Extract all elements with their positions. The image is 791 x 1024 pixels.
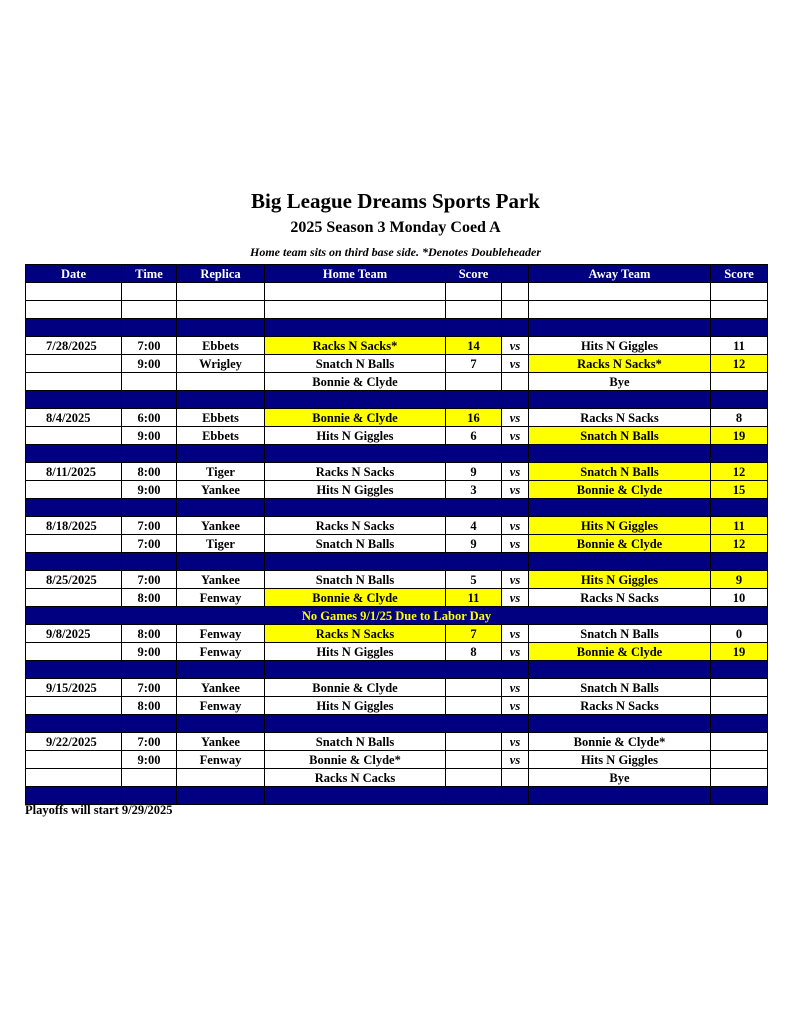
vs-cell: vs	[502, 355, 529, 373]
away-score-cell	[711, 751, 768, 769]
separator-cell	[446, 319, 502, 337]
home-team-cell: Racks N Cacks	[265, 769, 446, 787]
away-score-cell	[711, 769, 768, 787]
vs-cell: vs	[502, 697, 529, 715]
away-team-cell: Hits N Giggles	[529, 337, 711, 355]
date-cell: 8/4/2025	[26, 409, 122, 427]
game-row	[26, 589, 768, 607]
column-header-away-team: Away Team	[529, 265, 711, 283]
date-cell: 8/18/2025	[26, 517, 122, 535]
blank-cell	[711, 283, 768, 301]
away-score-cell: 9	[711, 571, 768, 589]
separator-cell	[26, 499, 122, 517]
blank-cell	[122, 301, 177, 319]
date-cell	[26, 697, 122, 715]
vs-cell: vs	[502, 625, 529, 643]
replica-cell: Fenway	[177, 643, 265, 661]
separator-cell	[122, 499, 177, 517]
replica-cell: Fenway	[177, 751, 265, 769]
away-team-cell: Racks N Sacks	[529, 589, 711, 607]
separator-cell	[502, 661, 529, 679]
vs-cell	[502, 373, 529, 391]
notice-text: No Games 9/1/25 Due to Labor Day	[26, 607, 768, 625]
week-separator-row	[26, 445, 768, 463]
column-header-time: Time	[122, 265, 177, 283]
separator-cell	[265, 553, 446, 571]
time-cell: 9:00	[122, 643, 177, 661]
time-cell: 7:00	[122, 517, 177, 535]
away-score-cell: 10	[711, 589, 768, 607]
vs-cell: vs	[502, 427, 529, 445]
separator-cell	[122, 787, 177, 805]
replica-cell: Tiger	[177, 463, 265, 481]
date-cell: 8/11/2025	[26, 463, 122, 481]
separator-cell	[711, 553, 768, 571]
separator-cell	[502, 499, 529, 517]
separator-cell	[265, 319, 446, 337]
separator-cell	[529, 553, 711, 571]
blank-cell	[502, 301, 529, 319]
away-team-cell: Hits N Giggles	[529, 517, 711, 535]
separator-cell	[26, 391, 122, 409]
vs-cell: vs	[502, 733, 529, 751]
separator-cell	[446, 661, 502, 679]
home-team-cell: Racks N Sacks	[265, 625, 446, 643]
replica-cell: Yankee	[177, 733, 265, 751]
home-score-cell: 11	[446, 589, 502, 607]
away-team-cell: Bonnie & Clyde*	[529, 733, 711, 751]
away-team-cell: Bye	[529, 769, 711, 787]
blank-cell	[446, 283, 502, 301]
time-cell: 9:00	[122, 481, 177, 499]
blank-cell	[265, 301, 446, 319]
blank-cell	[529, 283, 711, 301]
home-score-cell: 4	[446, 517, 502, 535]
separator-cell	[177, 715, 265, 733]
replica-cell: Ebbets	[177, 337, 265, 355]
away-score-cell	[711, 679, 768, 697]
schedule-table	[25, 264, 768, 805]
time-cell: 7:00	[122, 337, 177, 355]
home-team-cell: Snatch N Balls	[265, 733, 446, 751]
separator-cell	[502, 715, 529, 733]
separator-cell	[529, 787, 711, 805]
game-row	[26, 535, 768, 553]
away-team-cell: Snatch N Balls	[529, 679, 711, 697]
home-score-cell	[446, 679, 502, 697]
replica-cell: Fenway	[177, 625, 265, 643]
game-row	[26, 769, 768, 787]
time-cell: 6:00	[122, 409, 177, 427]
game-row	[26, 697, 768, 715]
time-cell: 9:00	[122, 355, 177, 373]
game-row	[26, 409, 768, 427]
date-cell	[26, 589, 122, 607]
separator-cell	[265, 787, 446, 805]
separator-cell	[529, 391, 711, 409]
vs-cell: vs	[502, 571, 529, 589]
time-cell: 8:00	[122, 625, 177, 643]
separator-cell	[122, 391, 177, 409]
home-team-cell: Snatch N Balls	[265, 535, 446, 553]
game-row	[26, 625, 768, 643]
separator-cell	[26, 553, 122, 571]
separator-cell	[529, 445, 711, 463]
separator-cell	[502, 445, 529, 463]
separator-cell	[711, 391, 768, 409]
separator-cell	[122, 661, 177, 679]
home-team-cell: Hits N Giggles	[265, 481, 446, 499]
replica-cell: Yankee	[177, 679, 265, 697]
separator-cell	[446, 787, 502, 805]
separator-cell	[122, 445, 177, 463]
away-score-cell: 8	[711, 409, 768, 427]
schedule-note: Home team sits on third base side. *Denotes Doubleheader	[250, 245, 541, 259]
notice-row	[26, 607, 768, 625]
away-score-cell	[711, 733, 768, 751]
separator-cell	[122, 319, 177, 337]
separator-cell	[177, 499, 265, 517]
home-team-cell: Racks N Sacks*	[265, 337, 446, 355]
separator-cell	[711, 787, 768, 805]
week-separator-row	[26, 787, 768, 805]
time-cell: 9:00	[122, 427, 177, 445]
vs-cell: vs	[502, 589, 529, 607]
separator-cell	[177, 553, 265, 571]
separator-cell	[177, 661, 265, 679]
game-row	[26, 751, 768, 769]
vs-cell: vs	[502, 535, 529, 553]
blank-row	[26, 301, 768, 319]
replica-cell	[177, 769, 265, 787]
date-cell	[26, 643, 122, 661]
away-team-cell: Bonnie & Clyde	[529, 643, 711, 661]
date-cell: 7/28/2025	[26, 337, 122, 355]
home-team-cell: Racks N Sacks	[265, 463, 446, 481]
away-score-cell: 15	[711, 481, 768, 499]
replica-cell: Yankee	[177, 481, 265, 499]
page-title: Big League Dreams Sports Park	[251, 189, 540, 213]
replica-cell: Yankee	[177, 517, 265, 535]
home-score-cell: 16	[446, 409, 502, 427]
away-team-cell: Snatch N Balls	[529, 625, 711, 643]
schedule-body	[26, 283, 768, 805]
blank-cell	[446, 301, 502, 319]
away-team-cell: Racks N Sacks*	[529, 355, 711, 373]
time-cell	[122, 373, 177, 391]
time-cell: 7:00	[122, 679, 177, 697]
away-score-cell: 19	[711, 643, 768, 661]
away-score-cell: 0	[711, 625, 768, 643]
week-separator-row	[26, 391, 768, 409]
home-score-cell: 14	[446, 337, 502, 355]
away-team-cell: Snatch N Balls	[529, 463, 711, 481]
game-row	[26, 463, 768, 481]
away-team-cell: Racks N Sacks	[529, 409, 711, 427]
game-row	[26, 373, 768, 391]
separator-cell	[529, 499, 711, 517]
separator-cell	[26, 661, 122, 679]
date-cell	[26, 427, 122, 445]
time-cell	[122, 769, 177, 787]
away-team-cell: Bonnie & Clyde	[529, 535, 711, 553]
column-header-home-score: Score	[446, 265, 502, 283]
separator-cell	[529, 661, 711, 679]
week-separator-row	[26, 553, 768, 571]
vs-cell: vs	[502, 517, 529, 535]
date-cell: 8/25/2025	[26, 571, 122, 589]
separator-cell	[265, 715, 446, 733]
game-row	[26, 355, 768, 373]
page-subtitle: 2025 Season 3 Monday Coed A	[290, 219, 501, 236]
time-cell: 8:00	[122, 697, 177, 715]
column-header-date: Date	[26, 265, 122, 283]
separator-cell	[711, 319, 768, 337]
separator-cell	[529, 715, 711, 733]
blank-cell	[26, 283, 122, 301]
date-cell: 9/22/2025	[26, 733, 122, 751]
home-score-cell: 7	[446, 625, 502, 643]
away-team-cell: Bonnie & Clyde	[529, 481, 711, 499]
vs-cell: vs	[502, 337, 529, 355]
date-cell	[26, 535, 122, 553]
separator-cell	[446, 715, 502, 733]
home-score-cell: 6	[446, 427, 502, 445]
replica-cell: Fenway	[177, 697, 265, 715]
game-row	[26, 679, 768, 697]
away-team-cell: Bye	[529, 373, 711, 391]
table-header-row	[26, 265, 768, 283]
home-score-cell: 3	[446, 481, 502, 499]
game-row	[26, 481, 768, 499]
blank-cell	[177, 301, 265, 319]
blank-row	[26, 283, 768, 301]
blank-cell	[177, 283, 265, 301]
time-cell: 7:00	[122, 571, 177, 589]
separator-cell	[177, 319, 265, 337]
away-team-cell: Hits N Giggles	[529, 571, 711, 589]
replica-cell: Ebbets	[177, 409, 265, 427]
away-team-cell: Racks N Sacks	[529, 697, 711, 715]
date-cell	[26, 355, 122, 373]
separator-cell	[446, 553, 502, 571]
away-score-cell: 12	[711, 355, 768, 373]
away-score-cell: 11	[711, 337, 768, 355]
blank-cell	[26, 301, 122, 319]
separator-cell	[265, 445, 446, 463]
separator-cell	[177, 391, 265, 409]
separator-cell	[529, 319, 711, 337]
playoffs-note: Playoffs will start 9/29/2025	[25, 803, 173, 817]
column-header-vs	[502, 265, 529, 283]
away-score-cell: 12	[711, 535, 768, 553]
separator-cell	[265, 391, 446, 409]
away-team-cell: Snatch N Balls	[529, 427, 711, 445]
week-separator-row	[26, 499, 768, 517]
home-team-cell: Hits N Giggles	[265, 427, 446, 445]
replica-cell: Yankee	[177, 571, 265, 589]
game-row	[26, 337, 768, 355]
away-score-cell: 19	[711, 427, 768, 445]
blank-cell	[265, 283, 446, 301]
game-row	[26, 427, 768, 445]
separator-cell	[122, 715, 177, 733]
home-team-cell: Bonnie & Clyde	[265, 373, 446, 391]
home-team-cell: Racks N Sacks	[265, 517, 446, 535]
home-score-cell: 8	[446, 643, 502, 661]
column-header-home-team: Home Team	[265, 265, 446, 283]
blank-cell	[711, 301, 768, 319]
date-cell: 9/8/2025	[26, 625, 122, 643]
separator-cell	[502, 553, 529, 571]
home-score-cell	[446, 373, 502, 391]
separator-cell	[177, 445, 265, 463]
away-score-cell: 12	[711, 463, 768, 481]
replica-cell: Ebbets	[177, 427, 265, 445]
home-score-cell	[446, 769, 502, 787]
separator-cell	[502, 319, 529, 337]
home-team-cell: Bonnie & Clyde*	[265, 751, 446, 769]
separator-cell	[446, 499, 502, 517]
week-separator-row	[26, 661, 768, 679]
separator-cell	[177, 787, 265, 805]
away-score-cell	[711, 697, 768, 715]
separator-cell	[502, 391, 529, 409]
blank-cell	[529, 301, 711, 319]
week-separator-row	[26, 715, 768, 733]
column-header-replica: Replica	[177, 265, 265, 283]
separator-cell	[502, 787, 529, 805]
column-header-away-score: Score	[711, 265, 768, 283]
away-score-cell: 11	[711, 517, 768, 535]
game-row	[26, 733, 768, 751]
separator-cell	[711, 715, 768, 733]
home-team-cell: Bonnie & Clyde	[265, 589, 446, 607]
time-cell: 7:00	[122, 733, 177, 751]
time-cell: 7:00	[122, 535, 177, 553]
home-score-cell: 7	[446, 355, 502, 373]
separator-cell	[711, 661, 768, 679]
time-cell: 8:00	[122, 589, 177, 607]
home-score-cell: 9	[446, 463, 502, 481]
home-team-cell: Bonnie & Clyde	[265, 409, 446, 427]
vs-cell: vs	[502, 481, 529, 499]
date-cell	[26, 769, 122, 787]
separator-cell	[446, 391, 502, 409]
separator-cell	[26, 319, 122, 337]
home-team-cell: Snatch N Balls	[265, 571, 446, 589]
replica-cell: Tiger	[177, 535, 265, 553]
separator-cell	[711, 445, 768, 463]
home-score-cell	[446, 751, 502, 769]
separator-cell	[446, 445, 502, 463]
home-score-cell: 5	[446, 571, 502, 589]
home-team-cell: Hits N Giggles	[265, 643, 446, 661]
week-separator-row	[26, 319, 768, 337]
vs-cell: vs	[502, 409, 529, 427]
date-cell	[26, 481, 122, 499]
replica-cell: Fenway	[177, 589, 265, 607]
date-cell	[26, 373, 122, 391]
date-cell: 9/15/2025	[26, 679, 122, 697]
home-score-cell: 9	[446, 535, 502, 553]
separator-cell	[265, 499, 446, 517]
replica-cell	[177, 373, 265, 391]
home-score-cell	[446, 697, 502, 715]
home-team-cell: Snatch N Balls	[265, 355, 446, 373]
game-row	[26, 517, 768, 535]
vs-cell: vs	[502, 643, 529, 661]
home-team-cell: Bonnie & Clyde	[265, 679, 446, 697]
separator-cell	[711, 499, 768, 517]
replica-cell: Wrigley	[177, 355, 265, 373]
time-cell: 9:00	[122, 751, 177, 769]
vs-cell: vs	[502, 463, 529, 481]
game-row	[26, 643, 768, 661]
blank-cell	[502, 283, 529, 301]
game-row	[26, 571, 768, 589]
separator-cell	[265, 661, 446, 679]
separator-cell	[26, 787, 122, 805]
date-cell	[26, 751, 122, 769]
vs-cell: vs	[502, 751, 529, 769]
separator-cell	[26, 445, 122, 463]
blank-cell	[122, 283, 177, 301]
separator-cell	[122, 553, 177, 571]
time-cell: 8:00	[122, 463, 177, 481]
vs-cell: vs	[502, 679, 529, 697]
away-team-cell: Hits N Giggles	[529, 751, 711, 769]
vs-cell	[502, 769, 529, 787]
away-score-cell	[711, 373, 768, 391]
home-score-cell	[446, 733, 502, 751]
separator-cell	[26, 715, 122, 733]
home-team-cell: Hits N Giggles	[265, 697, 446, 715]
